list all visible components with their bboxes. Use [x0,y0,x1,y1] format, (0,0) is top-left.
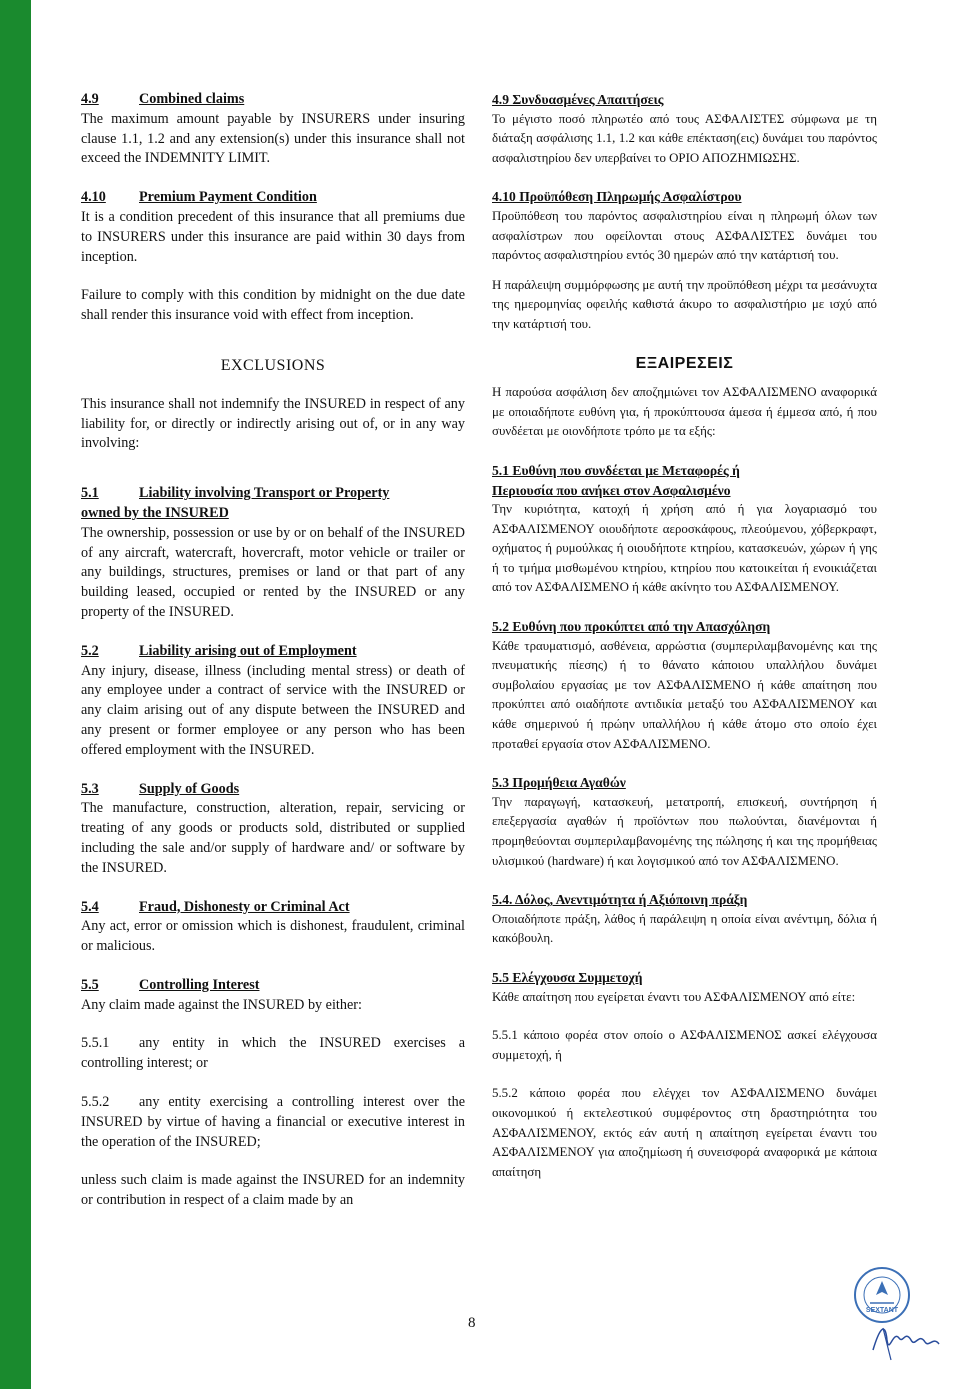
section-number: 5.3 [81,780,99,797]
page-number: 8 [468,1315,476,1331]
section-number: 5.4 [81,898,99,915]
greek-column [492,90,877,1182]
exclusions-heading: EXCLUSIONS [220,356,326,374]
section-number: 4.10 [81,189,106,206]
section-body: The ownership, possession or use by or on behalf of the INSURED of any aircraft, watercraft, hovercraft, motor vehicle or trailer or any buildings, structures, premises or land or that part of any building leased, occupied or rented by the INSURED or any property of the INSURED. [81,524,465,620]
section-number: 5.5 [81,976,99,993]
section-title: Liability arising out of Employment [139,642,357,659]
section-title: 4.10 Προϋπόθεση Πληρωμής Ασφαλίστρου [492,189,742,205]
section-body: Failure to comply with this condition by midnight on the due date shall render this insurance void with effect from inception. [81,287,465,324]
exclusions-heading: ΕΞΑΙΡΕΣΕΙΣ [635,354,734,372]
section-title-continued: Περιουσία που ανήκει στον Ασφαλισμένο [492,482,731,498]
seal-text: SEXTANT [865,1307,899,1314]
section-title: Supply of Goods [139,780,240,797]
section-body: Προϋπόθεση του παρόντος ασφαλιστηρίου είναι η πληρωμή όλων των ασφαλίστρων που οφείλονται στους ΑΣΦΑΛΙΣΤΕΣ δυνάμει του παρόντος ασφαλιστηρίου εντός 30 ημερών από την κατάρτισή του. [492,208,877,263]
section-title: 5.4. Δόλος, Ανεντιμότητα ή Αξιόποινη πράξη [492,892,748,908]
section-title: Combined claims [139,91,245,107]
item-number: 5.5.1 [81,1035,110,1052]
section-title: 5.2 Ευθύνη που προκύπτει από την Απασχόληση [492,619,771,635]
section-title-continued: owned by the INSURED [81,504,229,521]
section-title: Premium Payment Condition [139,189,317,206]
page-side-bar [0,0,31,1389]
section-title: 5.1 Ευθύνη που συνδέεται με Μεταφορές ή [492,462,740,478]
section-title: Liability involving Transport or Property [139,485,390,502]
english-column [81,90,465,1211]
section-title: Fraud, Dishonesty or Criminal Act [139,898,350,915]
section-number: 5.2 [81,642,99,659]
section-title: Controlling Interest [139,976,260,993]
section-title: 5.3 Προμήθεια Αγαθών [492,775,626,791]
item-number: 5.5.2 [81,1094,110,1111]
item-text: any entity exercising a controlling interest over the INSURED by virtue of having a financial or executive interest in the operation of the INSURED; [81,1094,465,1150]
exclusions-intro: Η παρούσα ασφάλιση δεν αποζημιώνει τον ΑΣΦΑΛΙΣΜΕΝΟ αναφορικά με οποιαδήποτε ευθύνη για, ή προκύπτουσα άμεσα ή έμμεσα από, ή που συνδέεται με οιονδήποτε τρόπο με τα εξής: [492,385,877,439]
section-body: The maximum amount payable by INSURERS under insuring clause 1.1, 1.2 and any extension(s) under this insurance shall not exceed the INDEMNITY LIMIT. [81,110,465,167]
section-body: Οποιαδήποτε πράξη, λάθος ή παράλειψη η οποία είναι ανέντιμη, δόλια ή κακόβουλη. [492,911,877,946]
section-tail: unless such claim is made against the INSURED for an indemnity or contribution in respect of a claim made by an [81,1172,465,1209]
item-text: 5.5.2 κάποιο φορέα που ελέγχει τον ΑΣΦΑΛΙΣΜΕΝΟ δυνάμει οικονομικού ή εκτελεστικού συμφέροντος στη δραστηριότητα του ΑΣΦΑΛΙΣΜΕΝΟΥ, εκτός εάν αυτή η απαίτηση εγείρεται έναντι του ΑΣΦΑΛΙΣΜΕΝΟΥ για αποζημίωση ή συνεισφορά αναφορικά με κάποια απαίτηση [492,1086,877,1179]
exclusions-intro: This insurance shall not indemnify the INSURED in respect of any liability for, or directly or indirectly arising out of, or in any way involving: [81,395,465,452]
section-body: Την κυριότητα, κατοχή ή χρήση από ή για λογαριασμό του ΑΣΦΑΛΙΣΜΕΝΟΥ οιουδήποτε αεροσκάφους, πλεούμενου, χόβερκραφτ, οχήματος ή ρυμούλκας ή οιουδήποτε κτηρίου, κατασκευών, χώρων ή γης ή το τμήμα μισθωμένου κτηρίου, κτηρίου που κατοικείται ή ενοικιάζεται από τον ΑΣΦΑΛΙΣΜΕΝΟ ή κάθε ακίνητο του ΑΣΦΑΛΙΣΜΕΝΟΥ. [492,502,877,595]
item-text: 5.5.1 κάποιο φορέα στον οποίο ο ΑΣΦΑΛΙΣΜΕΝΟΣ ασκεί ελέγχουσα συμμετοχή, ή [492,1028,877,1062]
section-body: It is a condition precedent of this insurance that all premiums due to INSURERS under this insurance are paid within 30 days from inception. [81,208,465,265]
section-body: Any injury, disease, illness (including mental stress) or death of any employee under a contract of service with the INSURED or any claim arising out of any dispute between the INSURED and any present or former employee or any person who has been offered employment with the INSURED. [81,662,465,758]
section-title: 5.5 Ελέγχουσα Συμμετοχή [492,969,643,985]
section-number: 4.9 [81,91,99,107]
section-body: Κάθε απαίτηση που εγείρεται έναντι του ΑΣΦΑΛΙΣΜΕΝΟΥ από είτε: [492,989,856,1004]
section-body: Η παράλειψη συμμόρφωσης με αυτή την προϋπόθεση μέχρι τα μεσάνυχτα της ημερομηνίας οφειλής καθιστά άκυρο το ασφαλιστήριο με ισχύ από την κατάρτισή του. [492,277,877,331]
item-text: any entity in which the INSURED exercises a controlling interest; or [81,1035,465,1072]
section-number: 5.1 [81,485,99,502]
section-body: Την παραγωγή, κατασκευή, μετατροπή, επισκευή, συντήρηση ή επεξεργασία αγαθών ή προϊόντων που πωλούνται, διανέμονται ή προμηθεύονται συμπεριλαμβανομένης της πώλησης ή και της προμήθειας υλισμικού (hardware) ή και λογισμικού από τον ΑΣΦΑΛΙΣΜΕΝΟ. [492,794,877,868]
section-body: Any act, error or omission which is dishonest, fraudulent, criminal or malicious. [81,918,465,955]
section-body: Το μέγιστο ποσό πληρωτέο από τους ΑΣΦΑΛΙΣΤΕΣ σύμφωνα με τη διάταξη ασφάλισης 1.1, 1.2 και κάθε επέκταση(εις) δυνάμει του παρόντος ασφαλιστηρίου δεν υπερβαίνει το ΟΡΙΟ ΑΠΟΖΗΜΙΩΣΗΣ. [492,111,877,165]
signature-icon [865,1310,945,1370]
section-body: The manufacture, construction, alteration, repair, servicing or treating of any goods or products sold, distributed or supplied including the sale and/or supply of hardware and/ or software by the INSURED. [81,800,465,876]
section-body: Κάθε τραυματισμό, ασθένεια, αρρώστια (συμπεριλαμβανομένης και της πνευματικής πίεσης) ή το θάνατο κάποιου υπαλλήλου δυνάμει συμβολαίου εργασίας με τον ΑΣΦΑΛΙΣΜΕΝΟ ή κάθε απαίτηση που προκύπτει από οιαδήποτε αντιδικία μεταξύ του ΑΣΦΑΛΙΣΜΕΝΟΥ και κάθε σημερινού ή πρώην υπαλλήλου ή κάθε άτομο στο οποίο έχει προταθεί εργασία στον ΑΣΦΑΛΙΣΜΕΝΟ. [492,638,877,751]
section-title: 4.9 Συνδυασμένες Απαιτήσεις [492,92,664,107]
section-body: Any claim made against the INSURED by either: [81,996,362,1013]
